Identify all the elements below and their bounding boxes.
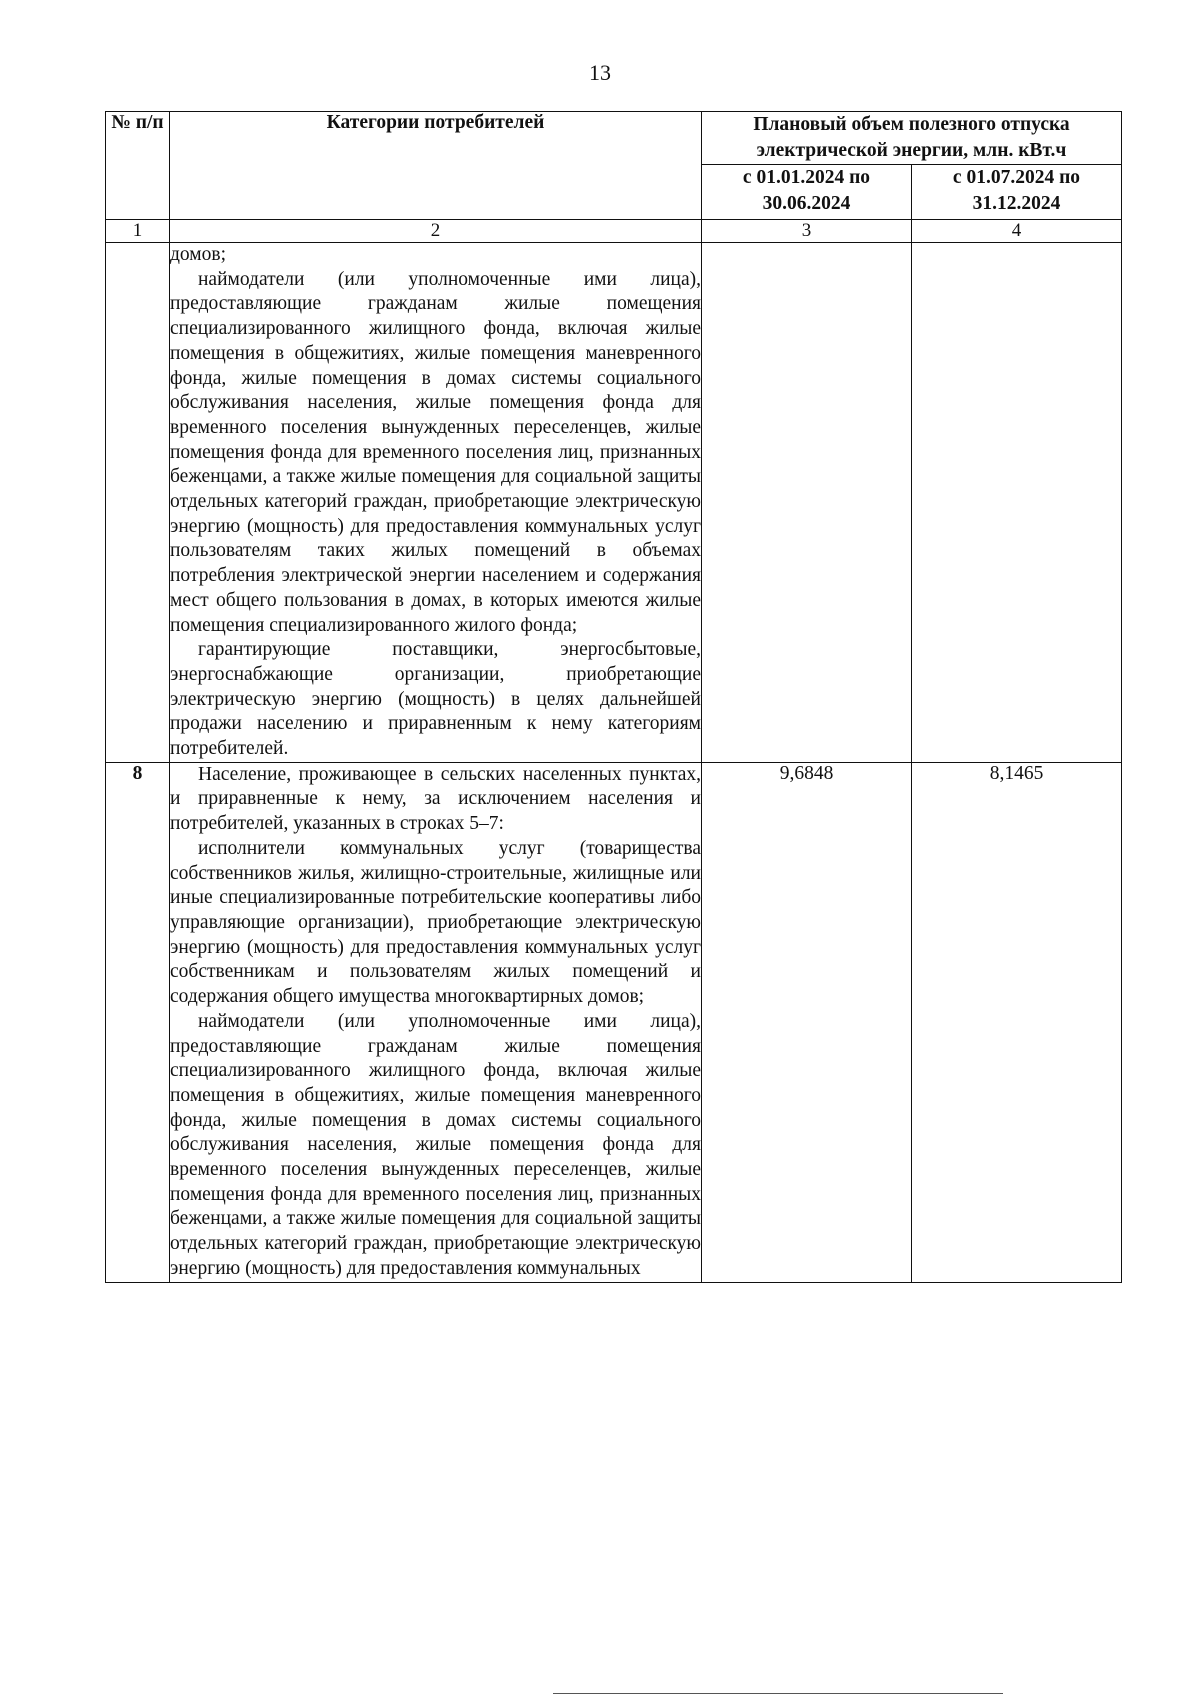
column-index-3: 3 [702,220,912,243]
row-number-empty [106,243,170,763]
value-period-1: 9,6848 [702,762,912,1282]
category-text-continuation [170,243,702,763]
row-number: 8 [106,762,170,1282]
header-period-1: с 01.01.2024 по 30.06.2024 [702,165,912,220]
value-empty-2 [912,243,1122,763]
bottom-rule [553,1693,1003,1694]
column-index-4: 4 [912,220,1122,243]
paragraph: гарантирующие поставщики, энергосбытовые, энергоснабжающие организации, приобретающие электрическую энергию (мощность) в целях дальнейшей продажи населению и приравненным к нему категориям потребителей. [170,639,701,760]
consumption-table [105,111,1122,1283]
value-empty-1 [702,243,912,763]
table-row-continuation [106,243,1122,763]
column-index-2: 2 [170,220,702,243]
column-index-1: 1 [106,220,170,243]
header-plan: Плановый объем полезного отпуска электрической энергии, млн. кВт.ч [702,112,1122,165]
category-text-row-8 [170,762,702,1282]
header-category: Категории потребителей [170,112,702,220]
value-period-2: 8,1465 [912,762,1122,1282]
paragraph: домов; [170,244,227,265]
paragraph: наймодатели (или уполномоченные ими лица), предоставляющие гражданам жилые помещения специализированного жилищного фонда, включая жилые помещения в общежитиях, жилые помещения маневренного фонда, жилые помещения в домах системы социального обслуживания населения, жилые помещения фонда для временного поселения вынужденных переселенцев, жилые помещения фонда для временного поселения лиц, признанных беженцами, а также жилые помещения для социальной защиты отдельных категорий граждан, приобретающие электрическую энергию (мощность) для предоставления коммунальных [170,1010,701,1279]
header-period-2: с 01.07.2024 по 31.12.2024 [912,165,1122,220]
table-row-8 [106,762,1122,1282]
paragraph: наймодатели (или уполномоченные ими лица), предоставляющие гражданам жилые помещения специализированного жилищного фонда, включая жилые помещения в общежитиях, жилые помещения маневренного фонда, жилые помещения в домах системы социального обслуживания населения, жилые помещения фонда для временного поселения вынужденных переселенцев, жилые помещения фонда для временного поселения лиц, признанных беженцами, а также жилые помещения для социальной защиты отдельных категорий граждан, приобретающие электрическую энергию (мощность) для предоставления коммунальных услуг пользователям таких жилых помещений в объемах потребления электрической энергии населением и содержания мест общего пользования в домах, в которых имеются жилые помещения специализированного жилого фонда; [170,268,701,636]
header-num: № п/п [106,112,170,220]
page-number: 13 [589,60,611,85]
paragraph: исполнители коммунальных услуг (товарищества собственников жилья, жилищно-строительные, жилищные или иные специализированные потребительские кооперативы либо управляющие организации), приобретающие электрическую энергию (мощность) для предоставления коммунальных услуг собственникам и пользователям жилых помещений и содержания общего имущества многоквартирных домов; [170,837,701,1008]
paragraph: Население, проживающее в сельских населенных пунктах, и приравненные к нему, за исключением населения и потребителей, указанных в строках 5–7: [170,763,701,835]
